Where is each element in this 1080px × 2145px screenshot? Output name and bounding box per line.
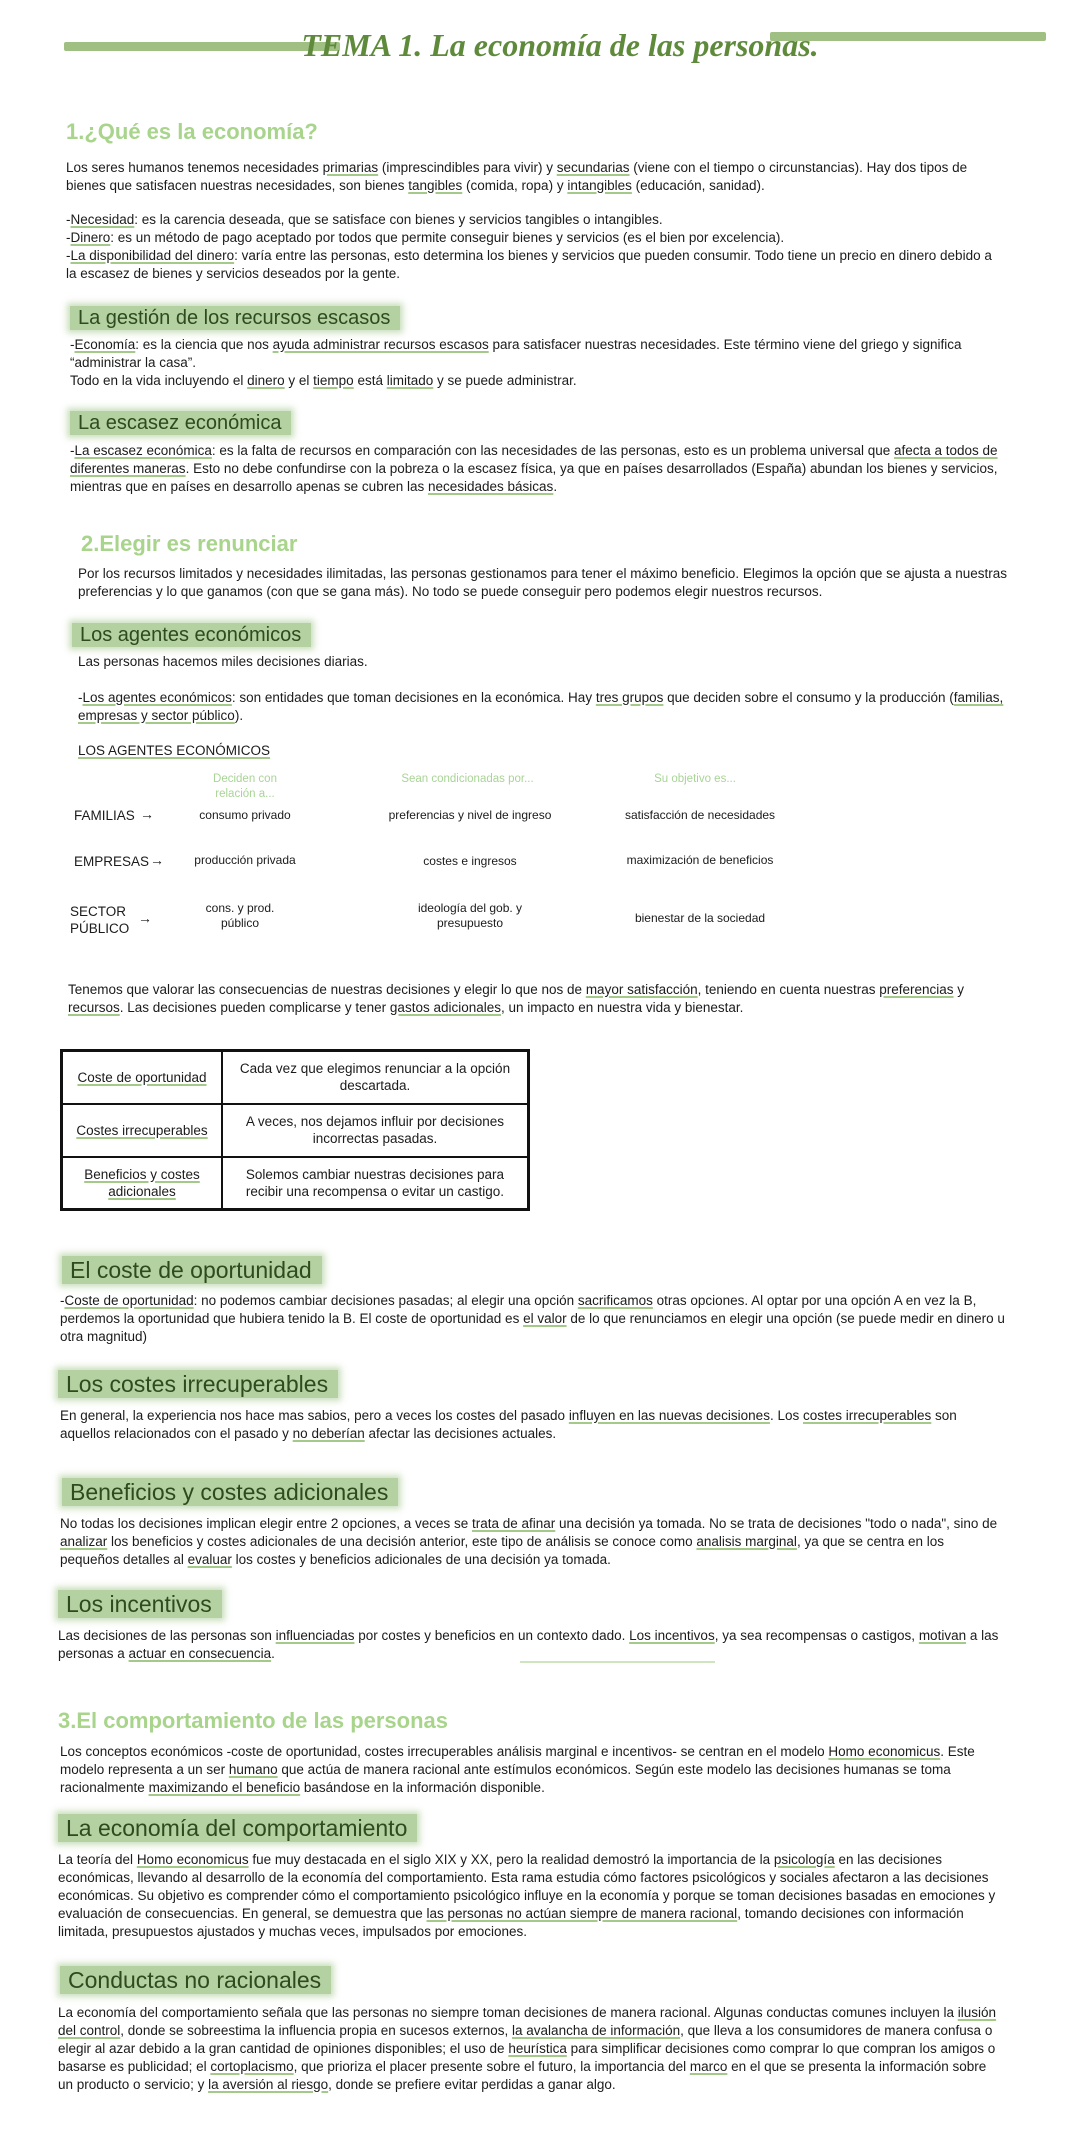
section-2-title: 2.Elegir es renunciar	[81, 531, 298, 556]
underlined-term: primarias	[322, 160, 379, 175]
underlined-term: afecta a todos de diferentes maneras	[70, 443, 998, 476]
irrecuperables-paragraph: En general, la experiencia nos hace mas sabios, pero a veces los costes del pasado influyen en las nuevas decisiones. Los costes irrecuperables son aquellos relacionados con el pasado y no deberían afectar las decisiones actuales.	[60, 1408, 957, 1441]
beneficios-paragraph: No todas los decisiones implican elegir entre 2 opciones, a veces se trata de afinar una decisión ya tomada. No se trata de decisiones "todo o nada", sino de analizar los beneficios y costes adicionales de una decisión anterior, este tipo de análisis se conoce como analisis marginal, ya que se centra en los pequeños detalles al evaluar los costes y beneficios adicionales de una decisión ya tomada.	[60, 1516, 998, 1567]
underlined-term: necesidades básicas	[427, 479, 554, 494]
underlined-term: recursos	[68, 1000, 120, 1015]
familias-condition: preferencias y nivel de ingreso	[388, 808, 552, 822]
underlined-term: sacrificamos	[577, 1293, 653, 1308]
arrow-icon: →	[150, 852, 164, 868]
underlined-term: Los incentivos	[629, 1628, 715, 1643]
underlined-term: la aversión al riesgo	[208, 2077, 329, 2092]
underlined-term: las personas no actúan siempre de manera racional	[426, 1906, 738, 1921]
title-decoration-left	[64, 42, 340, 51]
table-row	[62, 1051, 529, 1104]
subtitle-irrecuperables: Los costes irrecuperables	[58, 1370, 338, 1398]
table-definition: Cada vez que elegimos renunciar a la opción descartada.	[222, 1051, 529, 1104]
underlined-term: La escasez económica	[74, 443, 212, 458]
underlined-term: secundarias	[556, 160, 630, 175]
underlined-term: la avalancha de información	[512, 2023, 681, 2038]
section-1-title: 1.¿Qué es la economía?	[66, 119, 318, 144]
subtitle-escasez: La escasez económica	[70, 411, 291, 435]
diagram-heading: LOS AGENTES ECONÓMICOS	[78, 743, 271, 758]
subtitle-beneficios: Beneficios y costes adicionales	[62, 1478, 398, 1506]
subtitle-incentivos: Los incentivos	[58, 1590, 222, 1618]
empresas-condition: costes e ingresos	[423, 854, 517, 868]
table-definition: Solemos cambiar nuestras decisiones para recibir una recompensa o evitar un castigo.	[222, 1157, 529, 1210]
underlined-term: actuar en consecuencia	[128, 1646, 272, 1661]
subtitle-comportamiento: La economía del comportamiento	[58, 1814, 417, 1842]
incentivos-paragraph: Las decisiones de las personas son influenciadas por costes y beneficios en un contexto dado. Los incentivos, ya sea recompensas o castigos, motivan a las personas a actuar en consecuencia.	[58, 1628, 999, 1661]
underlined-term: La disponibilidad del dinero	[70, 248, 235, 263]
agent-sector-publico: SECTOR PÚBLICO	[70, 904, 130, 936]
table-definition: A veces, nos dejamos influir por decisiones incorrectas pasadas.	[222, 1104, 529, 1157]
subtitle-agentes: Los agentes económicos	[72, 623, 311, 647]
empresas-goal: maximización de beneficios	[626, 853, 774, 867]
underlined-term: Economía	[74, 337, 136, 352]
underlined-term: maximizando el beneficio	[148, 1780, 301, 1795]
underlined-term: Homo economicus	[828, 1744, 941, 1759]
arrow-icon: →	[138, 910, 152, 926]
underlined-term: ayuda administrar recursos escasos	[272, 337, 489, 352]
coste-paragraph: -Coste de oportunidad: no podemos cambiar decisiones pasadas; al elegir una opción sacrificamos otras opciones. Al optar por una opción A en vez la B, perdemos la oportunidad que hubiera tenido la B. El coste de oportunidad es el valor de lo que renunciamos en elegir una opción (se puede medir en dinero u otra magnitud)	[60, 1293, 1005, 1344]
page-title: TEMA 1. La economía de las personas.	[301, 27, 819, 63]
sector-goal: bienestar de la sociedad	[634, 911, 766, 925]
underlined-term: costes irrecuperables	[802, 1408, 932, 1423]
underlined-term: Los agentes económicos	[82, 690, 232, 705]
underlined-term: evaluar	[187, 1552, 232, 1567]
agent-familias: FAMILIAS	[74, 808, 135, 823]
underlined-term: trata de afinar	[471, 1516, 556, 1531]
underlined-term: marco	[689, 2059, 728, 2074]
underlined-term: influyen en las nuevas decisiones	[568, 1408, 770, 1423]
underlined-term: humano	[228, 1762, 278, 1777]
underlined-term: analisis marginal	[696, 1534, 797, 1549]
table-term: Costes irrecuperables	[62, 1104, 223, 1157]
table-term: Beneficios y costes adicionales	[62, 1157, 223, 1210]
table-term: Coste de oportunidad	[62, 1051, 223, 1104]
familias-decide: consumo privado	[199, 808, 291, 822]
underlined-term: gastos adicionales	[389, 1000, 501, 1015]
underlined-term: Homo economicus	[136, 1852, 249, 1867]
s2-paragraph: Por los recursos limitados y necesidades ilimitadas, las personas gestionamos para tener el máximo beneficio. Elegimos la opción que se ajusta a nuestras preferencias y lo que ganamos (con que se gana más). No todo se puede conseguir pero podemos elegir nuestros recursos.	[78, 566, 1007, 599]
underlined-term: tres grupos	[595, 690, 664, 705]
diagram-col1-header: Deciden con relación a...	[213, 773, 277, 800]
underlined-term: Coste de oportunidad	[64, 1293, 194, 1308]
decorative-line	[520, 1661, 715, 1663]
underlined-term: Dinero	[70, 230, 111, 245]
underlined-term: influenciadas	[275, 1628, 355, 1643]
conductas-paragraph: La economía del comportamiento señala que las personas no siempre toman decisiones de manera racional. Algunas conductas comunes incluyen la ilusión del control, donde se sobreestima la influencia propia en sucesos externos, la avalancha de información, que lleva a los consumidores de manera confusa o elegir al azar debido a la gran cantidad de opiniones disponibles; el uso de heurística para simplificar decisiones como comprar lo que compran los amigos o basarse es publicidad; el cortoplacismo, que prioriza el placer presente sobre el futuro, la importancia del marco en el que se presenta la información sobre un producto o servicio; y la aversión al riesgo, donde se prefiere evitar perdidas a ganar algo.	[58, 2005, 997, 2092]
table-row	[62, 1157, 529, 1210]
subtitle-conductas: Conductas no racionales	[60, 1966, 331, 1994]
subtitle-gestion: La gestión de los recursos escasos	[70, 306, 400, 330]
agentes-paragraph-1: Las personas hacemos miles decisiones diarias.	[78, 654, 368, 669]
comportamiento-paragraph: La teoría del Homo economicus fue muy destacada en el siglo XIX y XX, pero la realidad demostró la importancia de la psicología en las decisiones económicas, llevando al desarrollo de la economía del comportamiento. Esta rama estudia cómo factores psicológicos y sociales afectaron a las decisiones económicas. Su objetivo es comprender cómo el comportamiento psicológico influye en la economía y porque se toman decisiones basadas en emociones y evaluación de consecuencias. En general, se demuestra que las personas no actúan siempre de manera racional, tomando decisiones con información limitada, presupuestos ajustados y muchas veces, impulsados por emociones.	[58, 1852, 996, 1939]
underlined-term: psicología	[773, 1852, 835, 1867]
subtitle-coste: El coste de oportunidad	[62, 1256, 322, 1284]
section-3-title: 3.El comportamiento de las personas	[58, 1708, 449, 1733]
agentes-paragraph-2: -Los agentes económicos: son entidades que toman decisiones en la económica. Hay tres grupos que deciden sobre el consumo y la producción (familias, empresas y sector público).	[78, 690, 1004, 723]
underlined-term: tiempo	[313, 373, 354, 388]
underlined-term: intangibles	[567, 178, 632, 193]
sector-condition: ideología del gob. y presupuesto	[417, 901, 523, 930]
underlined-term: motivan	[918, 1628, 967, 1643]
sector-decide: cons. y prod. público	[205, 901, 275, 930]
diagram-col3-header: Su objetivo es...	[654, 773, 736, 785]
familias-goal: satisfacción de necesidades	[624, 808, 776, 822]
agentes-paragraph-3: Tenemos que valorar las consecuencias de nuestras decisiones y elegir lo que nos de mayor satisfacción, teniendo en cuenta nuestras preferencias y recursos. Las decisiones pueden complicarse y tener gastos adicionales, un impacto en nuestra vida y bienestar.	[68, 982, 965, 1015]
table-row	[62, 1104, 529, 1157]
concepts-table	[60, 1049, 530, 1211]
underlined-term: ilusión del control	[58, 2005, 997, 2038]
diagram-col2-header: Sean condicionadas por...	[401, 773, 534, 785]
gestion-paragraph: -Economía: es la ciencia que nos ayuda administrar recursos escasos para satisfacer nuestras necesidades. Este término viene del griego y significa “administrar la casa”. Todo en la vida incluyendo el dinero y el tiempo está limitado y se puede administrar.	[70, 337, 962, 388]
underlined-term: cortoplacismo	[210, 2059, 294, 2074]
escasez-paragraph: -La escasez económica: es la falta de recursos en comparación con las necesidades de las personas, esto es un problema universal que afecta a todos de diferentes maneras. Esto no debe confundirse con la pobreza o la escasez física, ya que en países desarrollados (España) abundan los bienes y servicios, mientras que en países en desarrollo apenas se cubren las necesidades básicas.	[70, 443, 998, 494]
underlined-term: no deberían	[292, 1426, 365, 1441]
underlined-term: familias, empresas y sector público	[78, 690, 1004, 723]
agent-empresas: EMPRESAS	[74, 854, 150, 869]
underlined-term: heurística	[508, 2041, 567, 2056]
underlined-term: Necesidad	[70, 212, 135, 227]
arrow-icon: →	[140, 806, 154, 822]
underlined-term: limitado	[386, 373, 434, 388]
underlined-term: preferencias	[879, 982, 954, 997]
underlined-term: analizar	[60, 1534, 108, 1549]
s1-paragraph-1: Los seres humanos tenemos necesidades primarias (imprescindibles para vivir) y secundarias (viene con el tiempo o circunstancias). Hay dos tipos de bienes que satisfacen nuestras necesidades, son bienes tangibles (comida, ropa) y intangibles (educación, sanidad).	[66, 160, 968, 193]
s1-paragraph-2: -Necesidad: es la carencia deseada, que se satisface con bienes y servicios tangibles o intangibles. -Dinero: es un método de pago aceptado por todos que permite conseguir bienes y servicios (es el bien por excelencia). -La disponibilidad del dinero: varía entre las personas, esto determina los bienes y servicios que pueden consumir. Todo tiene un precio en dinero debido a la escasez de bienes y servicios deseados por la gente.	[66, 212, 992, 281]
underlined-term: dinero	[247, 373, 285, 388]
underlined-term: tangibles	[408, 178, 463, 193]
s3-paragraph: Los conceptos económicos -coste de oportunidad, costes irrecuperables análisis marginal e incentivos- se centran en el modelo Homo economicus. Este modelo representa a un ser humano que actúa de manera racional ante estímulos económicos. Según este modelo las decisiones humanas se toma racionalmente maximizando el beneficio basándose en la información disponible.	[60, 1744, 975, 1795]
empresas-decide: producción privada	[194, 853, 296, 867]
underlined-term: el valor	[523, 1311, 567, 1326]
underlined-term: mayor satisfacción	[585, 982, 698, 997]
